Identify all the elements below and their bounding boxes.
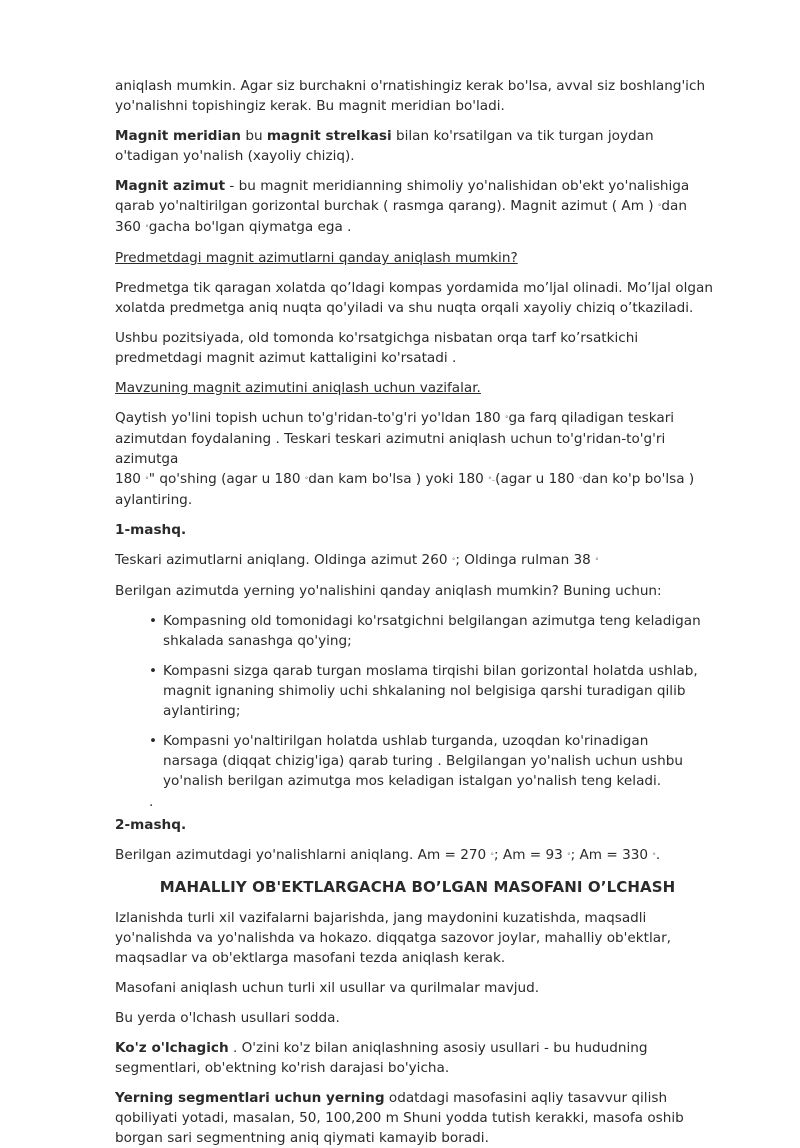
term-eye-gauge: Ko'z o'lchagich [115, 1040, 229, 1056]
paragraph-position: Ushbu pozitsiyada, old tomonda ko'rsatgichga nisbatan orqa tarf ko’rsatkichi predmetdagi magnit azimut kattaligini ko'rsatadi . [115, 330, 639, 366]
degree-sign: ° [567, 852, 571, 860]
text-span: (agar u 180 [495, 471, 579, 487]
text-span: Teskari azimutlarni aniqlang. Oldinga azimut 260 [115, 552, 452, 568]
list-item [149, 731, 720, 791]
text-span: dan [661, 198, 687, 214]
degree-sign: ° [652, 852, 656, 860]
text-span: Kompasni yo'naltirilgan holatda ushlab turganda, uzoqdan ko'rinadigan [163, 733, 649, 749]
text-span: narsaga (diqqat chizig'iga) qarab turing . Belgilangan yo'nalish uchun ushbu yo'nalish berilgan azimutga mos keladigan istalgan yo'nalish teng keladi. [163, 753, 683, 789]
list-item: • Kompasning old tomonidagi ko'rsatgichni belgilangan azimutga teng keladigan shkalada sanashga qo'ying; [149, 611, 720, 651]
term-magnetic-meridian: Magnit meridian [115, 128, 241, 144]
paragraph-ground-segments [115, 1088, 720, 1148]
text-span: dan ko'p bo'lsa ) aylantiring. [115, 471, 695, 508]
degree-sign: ° [145, 224, 149, 232]
text-span: Berilgan azimutdagi yo'nalishlarni aniqlang. Am = 270 [115, 847, 491, 863]
paragraph-magnetic-azimuth [115, 176, 720, 238]
text-span: ; Am = 93 [494, 847, 568, 863]
text-span: gacha bo'lgan qiymatga ega . [148, 219, 352, 235]
exercise-2-title [115, 815, 720, 835]
term-ground-segments: Yerning segmentlari uchun yerning [115, 1090, 385, 1106]
text-span: 360 [115, 219, 146, 235]
question-heading-1: Predmetdagi magnit azimutlarni qanday aniqlash mumkin? [115, 250, 518, 266]
text-span: " qo'shing (agar u 180 [148, 471, 305, 487]
term-magnetic-azimuth: Magnit azimut [115, 178, 226, 194]
exercise-1-title [115, 520, 720, 540]
paragraph-simple: Bu yerda o'lchash usullari sodda. [115, 1010, 340, 1026]
text-span: ga farq qiladigan teskari azimutdan foydalaning . Teskari teskari azimutni aniqlash uchun to'g'ridan-to'g'ri azimutga [115, 410, 675, 467]
text-span: ; Am = 330 [570, 847, 653, 863]
degree-sign: ° [595, 557, 599, 565]
paragraph-magnetic-meridian [115, 126, 720, 166]
list-item: • Kompasni sizga qarab turgan moslama tirqishi bilan gorizontal holatda ushlab, magnit ignaning shimoliy uchi shkalaning nol belgisiga qarshi turadigan qilib aylantiring; [149, 661, 720, 721]
paragraph-compass-sighting: Predmetga tik qaragan xolatda qo’ldagi kompas yordamida mo’ljal olinadi. Mo’ljal olgan xolatda predmetga aniq nuqta qo'yiladi va shu nuqta orqali xayoliy chiziq o’tkaziladi. [115, 280, 713, 316]
text-span: bilan ko'rsatilgan va tik turgan joydan o'tadigan yo'nalish (xayoliy chiziq). [115, 128, 654, 164]
degree-sign: ° [578, 476, 583, 484]
stray-dot: . [149, 794, 154, 810]
text-span: Qaytish yo'lini topish uchun to'g'ridan-to'g'ri yo'ldan 180 [115, 410, 505, 426]
exercise-title-text: 2-mashq. [115, 817, 187, 833]
degree-sign: ° [490, 852, 494, 860]
paragraph-eye-gauge [115, 1038, 720, 1078]
degree-sign: °– [488, 476, 496, 484]
degree-sign: ° [145, 476, 149, 484]
degree-sign: ° [504, 415, 509, 423]
text-span: . [655, 847, 661, 863]
exercise-2-text [115, 845, 720, 866]
paragraph-back-azimuth [115, 408, 720, 510]
degree-sign: ° [304, 476, 309, 484]
text-span: ; Oldinga rulman 38 [455, 552, 596, 568]
paragraph-methods: Masofani aniqlash uchun turli xil usullar va qurilmalar mavjud. [115, 980, 540, 996]
degree-sign: ° [451, 557, 456, 565]
text-span: . O'zini ko'z bilan aniqlashning asosiy usullari - bu hududning segmentlari, ob'ektning ko'rish darajasi bo'yicha. [115, 1040, 648, 1076]
paragraph-intro: aniqlash mumkin. Agar siz burchakni o'rnatishingiz kerak bo'lsa, avval siz boshlang'ich yo'nalishni topishingiz kerak. Bu magnit meridian bo'ladi. [115, 78, 706, 114]
question-heading-2: Mavzuning magnit azimutini aniqlash uchun vazifalar. [115, 380, 481, 396]
paragraph-direction-intro: Berilgan azimutda yerning yo'nalishini qanday aniqlash mumkin? Buning uchun: [115, 583, 662, 599]
exercise-1-text [115, 550, 720, 571]
section-heading: MAHALLIY OB'EKTLARGACHA BO’LGAN MASOFANI O’LCHASH [159, 878, 676, 896]
term-magnetic-needle: magnit strelkasi [266, 128, 392, 144]
bullet-list [115, 611, 720, 791]
text-span: 180 [115, 471, 146, 487]
paragraph-distance-need: Izlanishda turli xil vazifalarni bajarishda, jang maydonini kuzatishda, maqsadli yo'nalishda va yo'nalishda va hokazo. diqqatga sazovor joylar, mahalliy ob'ektlar, maqsadlar va ob'ektlarga masofani tezda aniqlash kerak. [115, 910, 671, 966]
text-span: dan kam bo'lsa ) yoki 180 [308, 471, 489, 487]
exercise-title-text: 1-mashq. [115, 522, 187, 538]
text-span: odatdagi masofasini aqliy tasavvur qilish qobiliyati yotadi, masalan, 50, 100,200 m Shuni yodda tutish kerakki, masofa oshib borgan sari segmentning aniq qiymati kamayib boradi. [115, 1090, 684, 1146]
degree-sign: ° [657, 203, 662, 211]
text-span: bu [241, 128, 267, 144]
text-span: - bu magnit meridianning shimoliy yo'nalishidan ob'ekt yo'nalishiga qarab yo'naltirilgan gorizontal burchak ( rasmga qarang). Magnit azimut ( Am ) [115, 178, 690, 214]
